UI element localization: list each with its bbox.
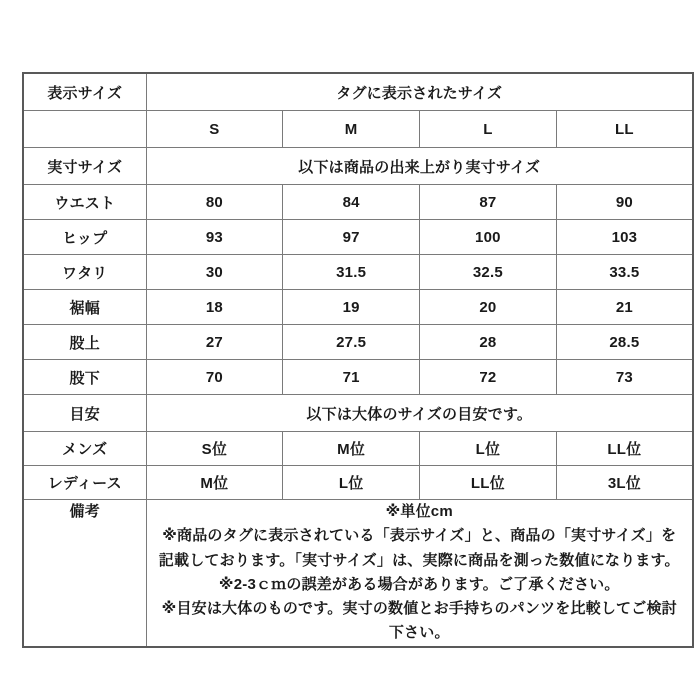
measure-hip-l: 100 [420, 220, 557, 255]
measure-thigh-s: 30 [146, 255, 283, 290]
table-row [23, 360, 693, 395]
measure-hem-width-m: 19 [283, 290, 420, 325]
size-code-row [23, 111, 693, 148]
size-code-l: L [420, 111, 557, 148]
measure-rise-s: 27 [146, 325, 283, 360]
remarks-line-1: ※単位cm [385, 503, 453, 520]
display-size-row-label: 表示サイズ [23, 73, 146, 111]
measure-thigh-l: 32.5 [420, 255, 557, 290]
remarks-line-6: 下さい。 [388, 624, 450, 642]
guide-mens-l: L位 [420, 432, 557, 466]
guide-ladies-m: L位 [283, 466, 420, 500]
remarks-row-label: 備考 [23, 500, 146, 647]
guide-label-mens: メンズ [23, 432, 146, 466]
guide-ladies-ll: 3L位 [556, 466, 693, 500]
measure-label-waist: ウエスト [23, 185, 146, 220]
guide-row-label: 目安 [23, 395, 146, 432]
measure-hem-width-s: 18 [146, 290, 283, 325]
guide-header-row [23, 395, 693, 432]
display-size-header-text: タグに表示されたサイズ [146, 73, 693, 111]
size-chart-table [22, 72, 694, 648]
size-code-s: S [146, 111, 283, 148]
display-size-header-row [23, 73, 693, 111]
measure-hip-m: 97 [283, 220, 420, 255]
size-chart-container [22, 72, 692, 648]
measure-rise-ll: 28.5 [556, 325, 693, 360]
measure-inseam-ll: 73 [556, 360, 693, 395]
measure-thigh-ll: 33.5 [556, 255, 693, 290]
guide-mens-ll: LL位 [556, 432, 693, 466]
table-row [23, 255, 693, 290]
remarks-line-5: ※目安は大体のものです。実寸の数値とお手持ちのパンツを比較してご検討 [161, 600, 677, 618]
size-code-ll: LL [556, 111, 693, 148]
measure-waist-ll: 90 [556, 185, 693, 220]
measure-label-rise: 股上 [23, 325, 146, 360]
size-code-row-label-empty [23, 111, 146, 148]
table-row [23, 220, 693, 255]
actual-size-header-text: 以下は商品の出来上がり実寸サイズ [146, 148, 693, 185]
remarks-row [23, 500, 693, 647]
measure-rise-m: 27.5 [283, 325, 420, 360]
guide-mens-s: S位 [146, 432, 283, 466]
actual-size-header-row [23, 148, 693, 185]
size-chart-body [23, 73, 693, 647]
measure-inseam-m: 71 [283, 360, 420, 395]
measure-inseam-s: 70 [146, 360, 283, 395]
actual-size-row-label: 実寸サイズ [23, 148, 146, 185]
measure-inseam-l: 72 [420, 360, 557, 395]
table-row [23, 432, 693, 466]
table-row [23, 466, 693, 500]
measure-waist-m: 84 [283, 185, 420, 220]
measure-hem-width-l: 20 [420, 290, 557, 325]
remarks-line-4: ※2-3ｃｍの誤差がある場合があります。ご了承ください。 [218, 575, 620, 593]
table-row [23, 185, 693, 220]
guide-header-text: 以下は大体のサイズの目安です。 [146, 395, 693, 432]
measure-label-thigh: ワタリ [23, 255, 146, 290]
guide-label-ladies: レディース [23, 466, 146, 500]
guide-ladies-l: LL位 [420, 466, 557, 500]
remarks-body [146, 500, 693, 647]
measure-waist-s: 80 [146, 185, 283, 220]
guide-mens-m: M位 [283, 432, 420, 466]
measure-waist-l: 87 [420, 185, 557, 220]
size-code-m: M [283, 111, 420, 148]
guide-ladies-s: M位 [146, 466, 283, 500]
measure-hip-ll: 103 [556, 220, 693, 255]
remarks-line-3: 記載しております。「実寸サイズ」は、実際に商品を測った数値になります。 [158, 551, 680, 569]
remarks-line-2: ※商品のタグに表示されている「表示サイズ」と、商品の「実寸サイズ」を [162, 527, 677, 545]
measure-thigh-m: 31.5 [283, 255, 420, 290]
measure-label-inseam: 股下 [23, 360, 146, 395]
measure-hip-s: 93 [146, 220, 283, 255]
measure-label-hem-width: 裾幅 [23, 290, 146, 325]
measure-label-hip: ヒップ [23, 220, 146, 255]
table-row [23, 325, 693, 360]
measure-rise-l: 28 [420, 325, 557, 360]
table-row [23, 290, 693, 325]
measure-hem-width-ll: 21 [556, 290, 693, 325]
